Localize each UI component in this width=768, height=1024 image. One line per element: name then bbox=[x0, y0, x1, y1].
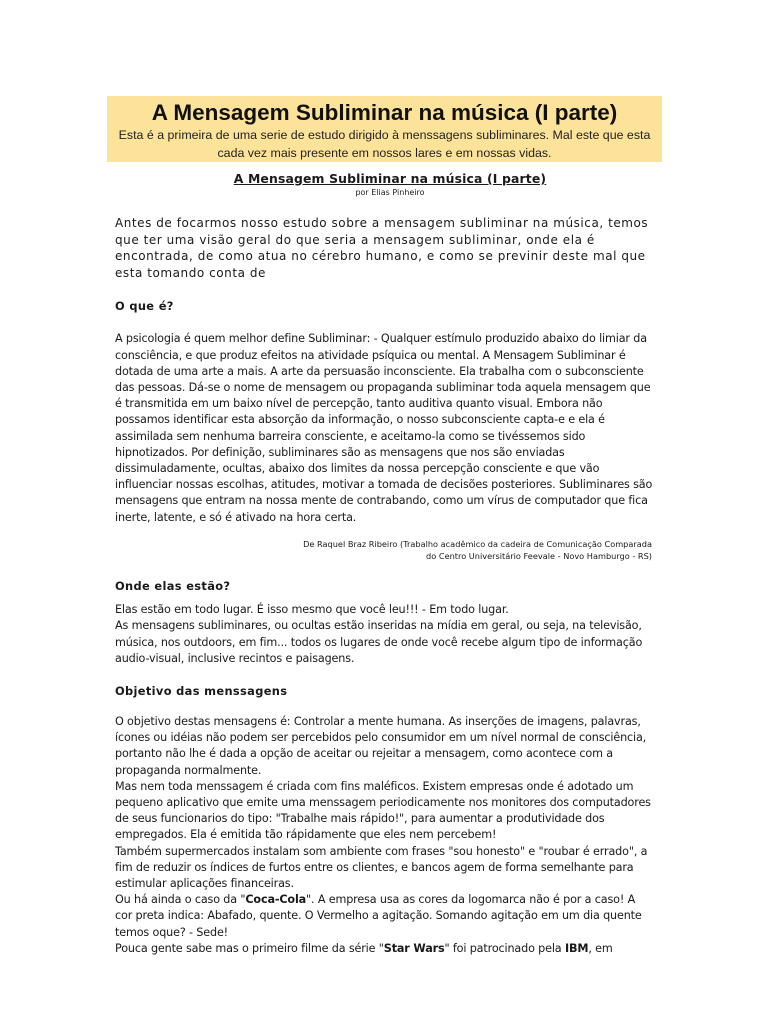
objective-p5-pre: Pouca gente sabe mas o primeiro filme da série " bbox=[115, 941, 384, 955]
star-wars-title: Star Wars bbox=[383, 941, 445, 955]
article-banner bbox=[107, 96, 662, 162]
objective-p5-mid: " foi patrocinado pela bbox=[444, 941, 565, 955]
banner-title: A Mensagem Subliminar na música (I parte) bbox=[151, 100, 618, 125]
document-body bbox=[115, 170, 655, 957]
section-where-line-1: Elas estão em todo lugar. É isso mesmo que você leu!!! - Em todo lugar. bbox=[115, 603, 509, 617]
objective-paragraph-1: O objetivo destas mensagens é: Controlar a mente humana. As inserções de imagens, palavras, ícones ou idéias não podem ser percebidos pelo consumidor em um nível normal de consciência, portanto não lhe é dada a opção de aceitar ou rejeitar a mensagem, como acontece com a propaganda normalmente. bbox=[115, 715, 647, 777]
objective-paragraph-5 bbox=[115, 941, 655, 957]
section-heading-objective: Objetivo das menssagens bbox=[115, 684, 288, 699]
objective-paragraph-2: Mas nem toda menssagem é criada com fins maléficos. Existem empresas onde é adotado um pequeno aplicativo que emite uma menssagem periodicamente nos monitores dos computadores de seus funcionarios do tipo: "Trabalhe mais rápido!", para aumentar a produtividade dos empregados. Ela é emitida tão rápidamente que eles nem percebem! bbox=[115, 779, 651, 842]
objective-paragraph-3: Também supermercados instalam som ambiente com frases "sou honesto" e "roubar é errado", a fim de reduzir os índices de furtos entre os clientes, e bancos agem de forma semelhante para estimular aplicações financeiras. bbox=[115, 844, 648, 891]
intro-paragraph: Antes de focarmos nosso estudo sobre a mensagem subliminar na música, temos que ter uma visão geral do que seria a mensagem subliminar, onde ela é encontrada, de como atua no cérebro humano, e como se previnir deste mal que esta tomando conta de bbox=[115, 216, 649, 280]
citation bbox=[115, 538, 652, 562]
objective-p4-post: ". A empresa usa as cores da logomarca não é por a caso! A cor preta indica: Abafado, quente. O Vermelho a agitação. Somando agitação em um dia quente temos oque? - Sede! bbox=[115, 893, 642, 939]
citation-line-2: do Centro Universitário Feevale - Novo Hamburgo - RS) bbox=[426, 551, 652, 562]
document-title: A Mensagem Subliminar na música (I parte) bbox=[233, 171, 547, 186]
section-heading-what-is: O que é? bbox=[115, 299, 174, 314]
section-where-line-2: As mensagens subliminares, ou ocultas estão inseridas na mídia em geral, ou seja, na televisão, música, nos outdoors, em fim... todos os lugares de onde você recebe algum tipo de informação audio-visual, inclusive recintos e paisagens. bbox=[115, 619, 643, 665]
ibm-brand: IBM bbox=[564, 941, 589, 955]
objective-p4-pre: Ou há ainda o caso da " bbox=[115, 893, 246, 907]
banner-subtitle: Esta é a primeira de uma serie de estudo dirigido à menssagens subliminares. Mal este que esta cada vez mais presente em nossos lares e em nossas vidas. bbox=[118, 128, 651, 160]
objective-paragraph-4 bbox=[115, 892, 655, 941]
section-heading-where: Onde elas estão? bbox=[115, 579, 231, 594]
objective-p5-post: , em bbox=[588, 941, 613, 955]
section-objective-body bbox=[115, 714, 655, 957]
citation-line-1: De Raquel Braz Ribeiro (Trabalho acadêmico da cadeira de Comunicação Comparada bbox=[303, 538, 652, 549]
document-author: por Elias Pinheiro bbox=[355, 188, 425, 197]
section-what-is-body: A psicologia é quem melhor define Subliminar: - Qualquer estímulo produzido abaixo do limiar da consciência, e que produz efeitos na atividade psíquica ou mental. A Mensagem Subliminar é dotada de uma arte a mais. A arte da persuasão inconsciente. Ela trabalha com o subconsciente das pessoas. Dá-se o nome de mensagem ou propaganda subliminar toda aquela mensagem que é transmitida em um baixo nível de percepção, tanto auditiva quanto visual. Embora não possamos identificar esta absorção da informação, o nosso subconsciente capta-e e ela é assimilada sem nenhuma barreira consciente, e aceitamo-la como se tivéssemos sido hipnotizados. Por definição, subliminares são as mensagens que nos são enviadas dissimuladamente, ocultas, abaixo dos limites da nossa percepção consciente e que vão influenciar nossas escolhas, atitudes, motivar a tomada de decisões posteriores. Subliminares são mensagens que entram na nossa mente de contrabando, como um vírus de computador que fica inerte, latente, e só é ativado na hora certa. bbox=[115, 332, 653, 524]
coca-cola-brand: Coca-Cola bbox=[245, 893, 307, 907]
section-where-body bbox=[115, 602, 655, 667]
